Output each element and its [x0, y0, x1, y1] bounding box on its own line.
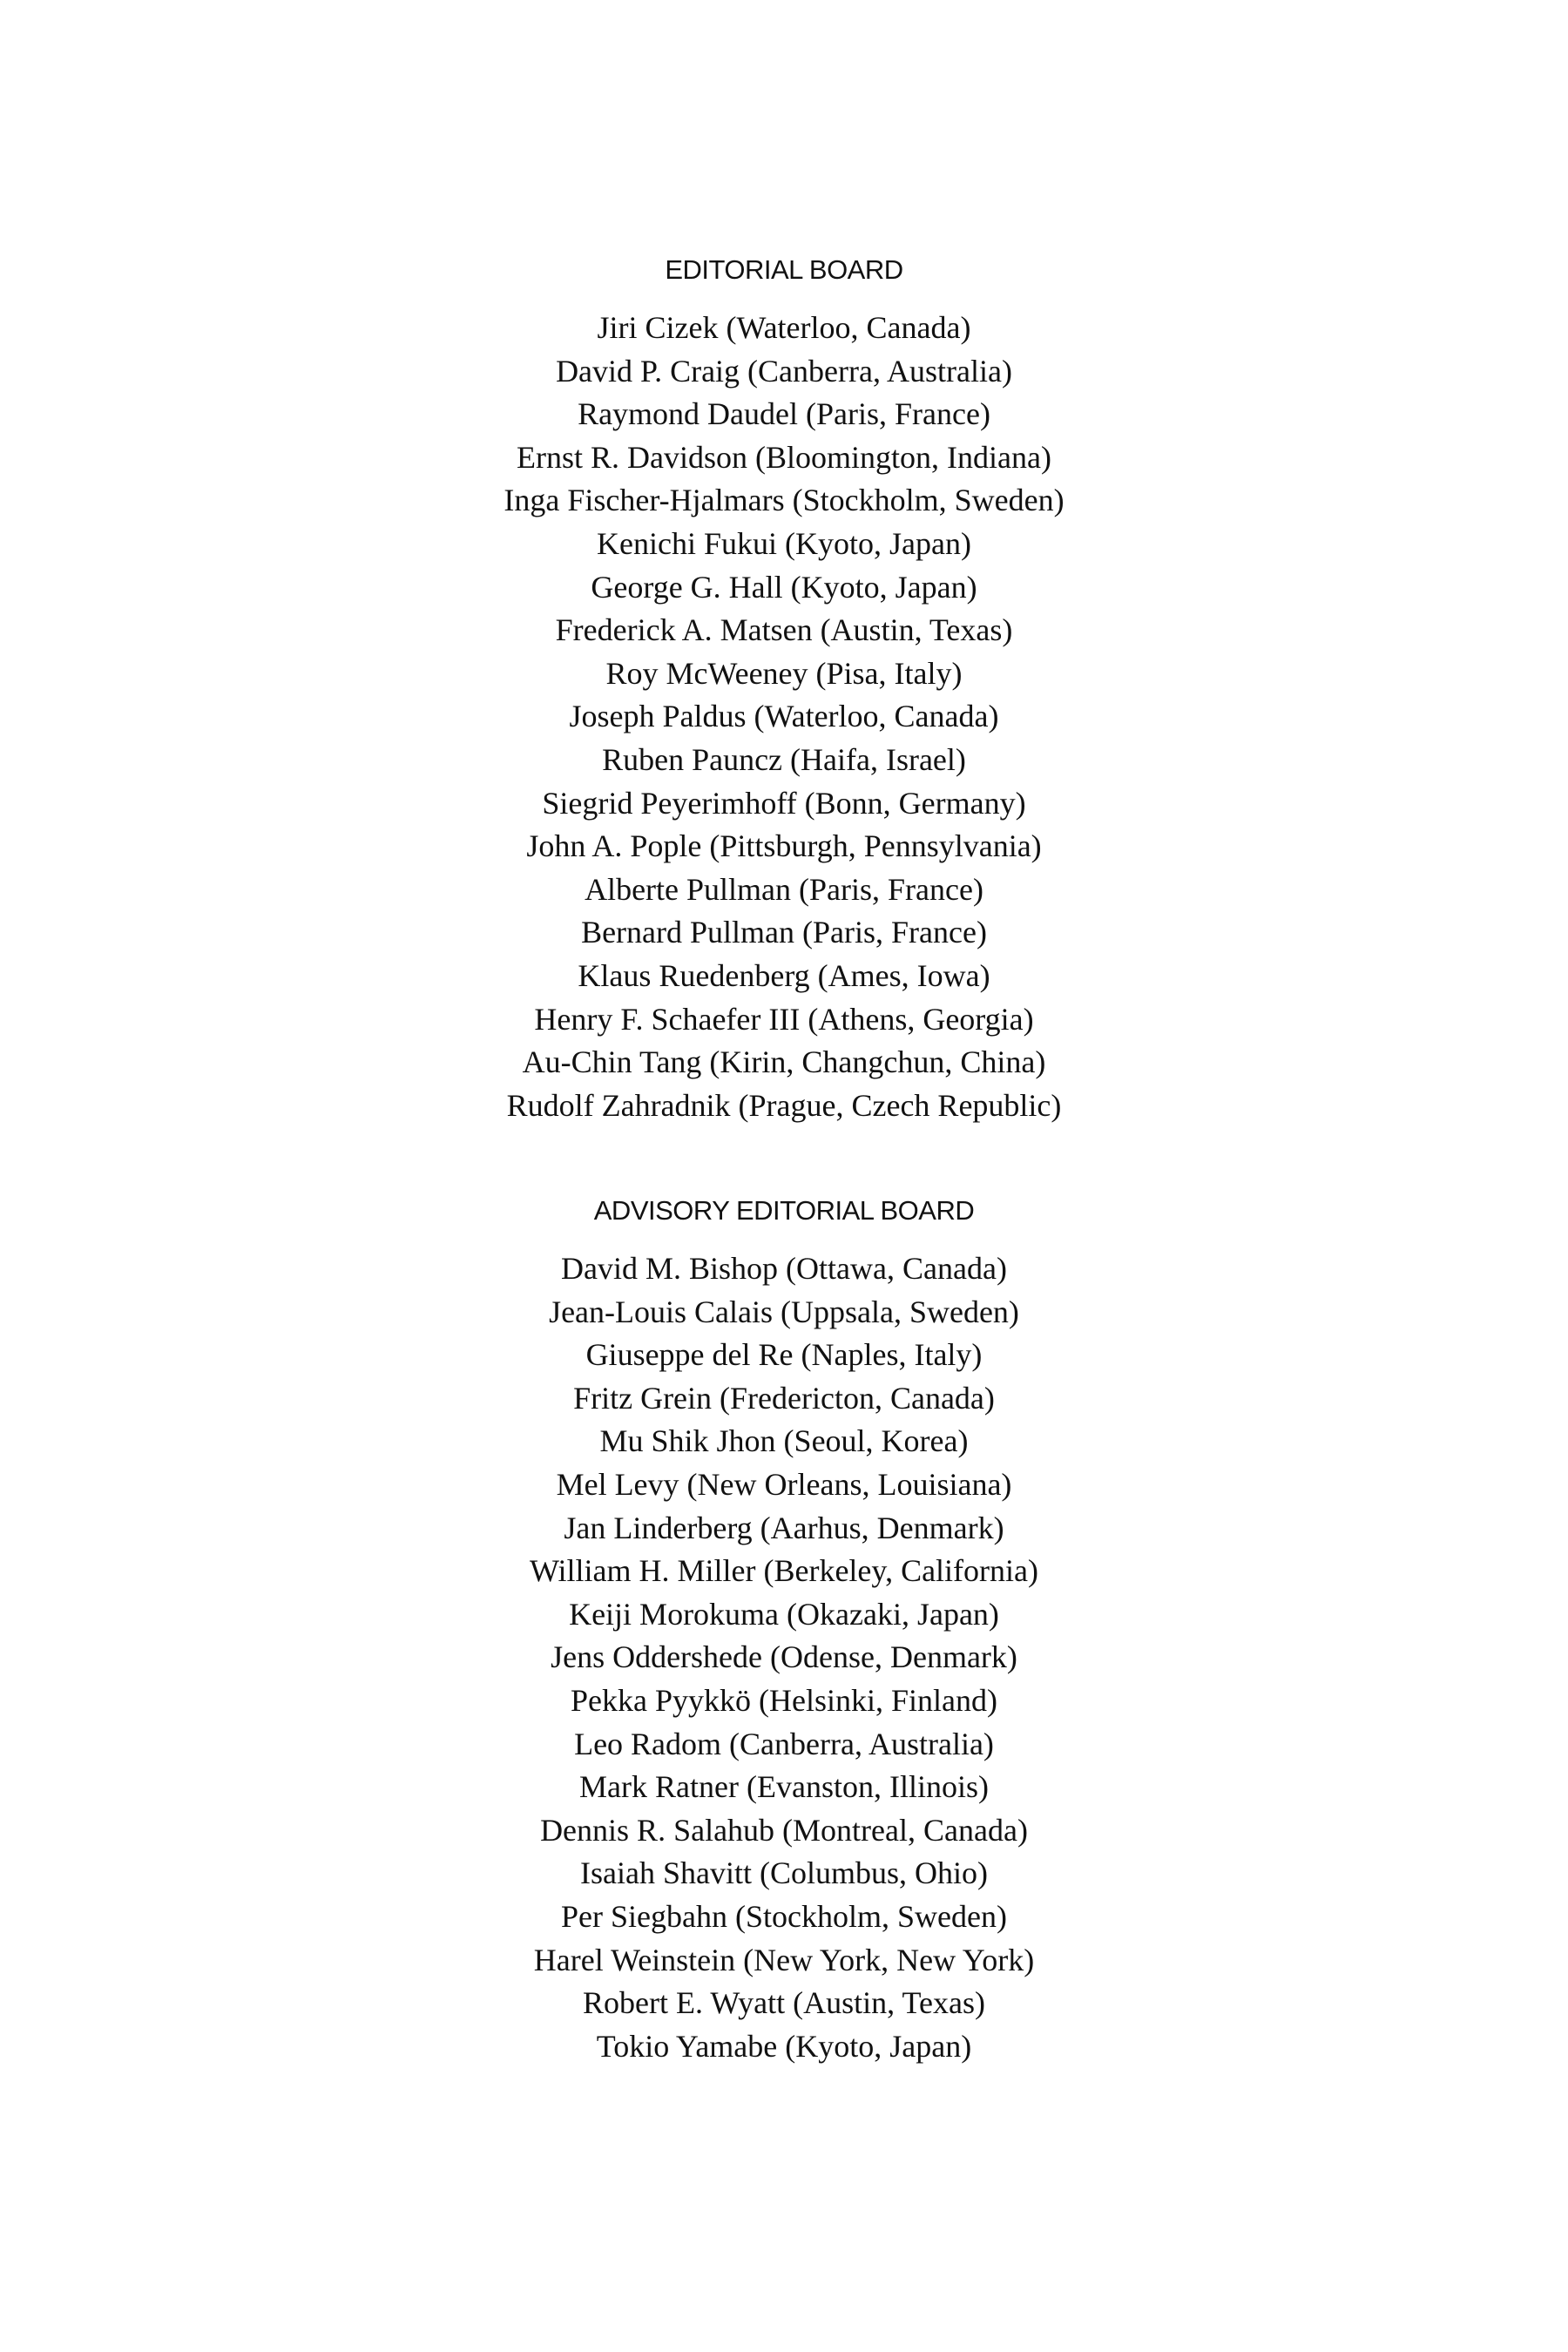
- editorial-board-member: Siegrid Peyerimhoff (Bonn, Germany): [542, 785, 1026, 821]
- editorial-board-member: Raymond Daudel (Paris, France): [578, 396, 990, 432]
- advisory-board-member: Keiji Morokuma (Okazaki, Japan): [569, 1596, 999, 1632]
- editorial-board-member: Roy McWeeney (Pisa, Italy): [605, 655, 963, 691]
- advisory-board-member: Mel Levy (New Orleans, Louisiana): [556, 1466, 1012, 1502]
- advisory-board-member: William H. Miller (Berkeley, California): [529, 1553, 1039, 1589]
- editorial-board-list: [0, 307, 1568, 1127]
- editorial-board-member: Kenichi Fukui (Kyoto, Japan): [597, 525, 971, 561]
- editorial-board-member: Bernard Pullman (Paris, France): [581, 915, 987, 950]
- editorial-board-member: Henry F. Schaefer III (Athens, Georgia): [534, 1001, 1034, 1037]
- advisory-board-member: Jan Linderberg (Aarhus, Denmark): [564, 1510, 1004, 1545]
- editorial-board-member: Ruben Pauncz (Haifa, Israel): [602, 741, 966, 777]
- editorial-board-section: [0, 251, 1568, 1127]
- advisory-board-member: Robert E. Wyatt (Austin, Texas): [583, 1985, 985, 2021]
- editorial-board-member: Au-Chin Tang (Kirin, Changchun, China): [522, 1044, 1046, 1080]
- advisory-board-member: Harel Weinstein (New York, New York): [533, 1942, 1035, 1977]
- advisory-board-member: Tokio Yamabe (Kyoto, Japan): [596, 2028, 972, 2064]
- editorial-board-member: Jiri Cizek (Waterloo, Canada): [597, 310, 971, 345]
- advisory-editorial-board-list: [0, 1247, 1568, 2068]
- editorial-board-member: Joseph Paldus (Waterloo, Canada): [569, 699, 999, 734]
- advisory-board-member: Mark Ratner (Evanston, Illinois): [579, 1769, 989, 1805]
- editorial-board-member: Rudolf Zahradnik (Prague, Czech Republic): [506, 1087, 1062, 1123]
- editorial-board-member: George G. Hall (Kyoto, Japan): [591, 569, 977, 605]
- advisory-editorial-board-heading: ADVISORY EDITORIAL BOARD: [593, 1195, 975, 1226]
- editorial-board-member: Ernst R. Davidson (Bloomington, Indiana): [517, 439, 1051, 475]
- advisory-board-member: Per Siegbahn (Stockholm, Sweden): [561, 1898, 1007, 1934]
- editorial-board-member: Klaus Ruedenberg (Ames, Iowa): [578, 957, 990, 993]
- advisory-board-member: Isaiah Shavitt (Columbus, Ohio): [580, 1855, 988, 1891]
- advisory-board-member: Dennis R. Salahub (Montreal, Canada): [540, 1812, 1028, 1848]
- advisory-board-member: Jean-Louis Calais (Uppsala, Sweden): [549, 1294, 1019, 1329]
- advisory-board-member: Leo Radom (Canberra, Australia): [574, 1726, 994, 1761]
- advisory-board-member: Jens Oddershede (Odense, Denmark): [551, 1639, 1017, 1675]
- editorial-board-member: John A. Pople (Pittsburgh, Pennsylvania): [526, 828, 1042, 864]
- advisory-board-member: Mu Shik Jhon (Seoul, Korea): [599, 1423, 969, 1459]
- advisory-board-member: Fritz Grein (Fredericton, Canada): [573, 1380, 995, 1416]
- editorial-board-member: Alberte Pullman (Paris, France): [585, 871, 983, 907]
- editorial-board-member: Frederick A. Matsen (Austin, Texas): [555, 612, 1013, 648]
- editorial-board-member: David P. Craig (Canberra, Australia): [556, 353, 1012, 389]
- editorial-board-heading: EDITORIAL BOARD: [665, 254, 903, 285]
- advisory-board-member: Pekka Pyykkö (Helsinki, Finland): [571, 1682, 997, 1718]
- advisory-board-member: Giuseppe del Re (Naples, Italy): [585, 1337, 983, 1373]
- advisory-board-member: David M. Bishop (Ottawa, Canada): [561, 1251, 1007, 1286]
- advisory-editorial-board-section: [0, 1192, 1568, 2068]
- editorial-board-member: Inga Fischer-Hjalmars (Stockholm, Sweden): [504, 483, 1064, 518]
